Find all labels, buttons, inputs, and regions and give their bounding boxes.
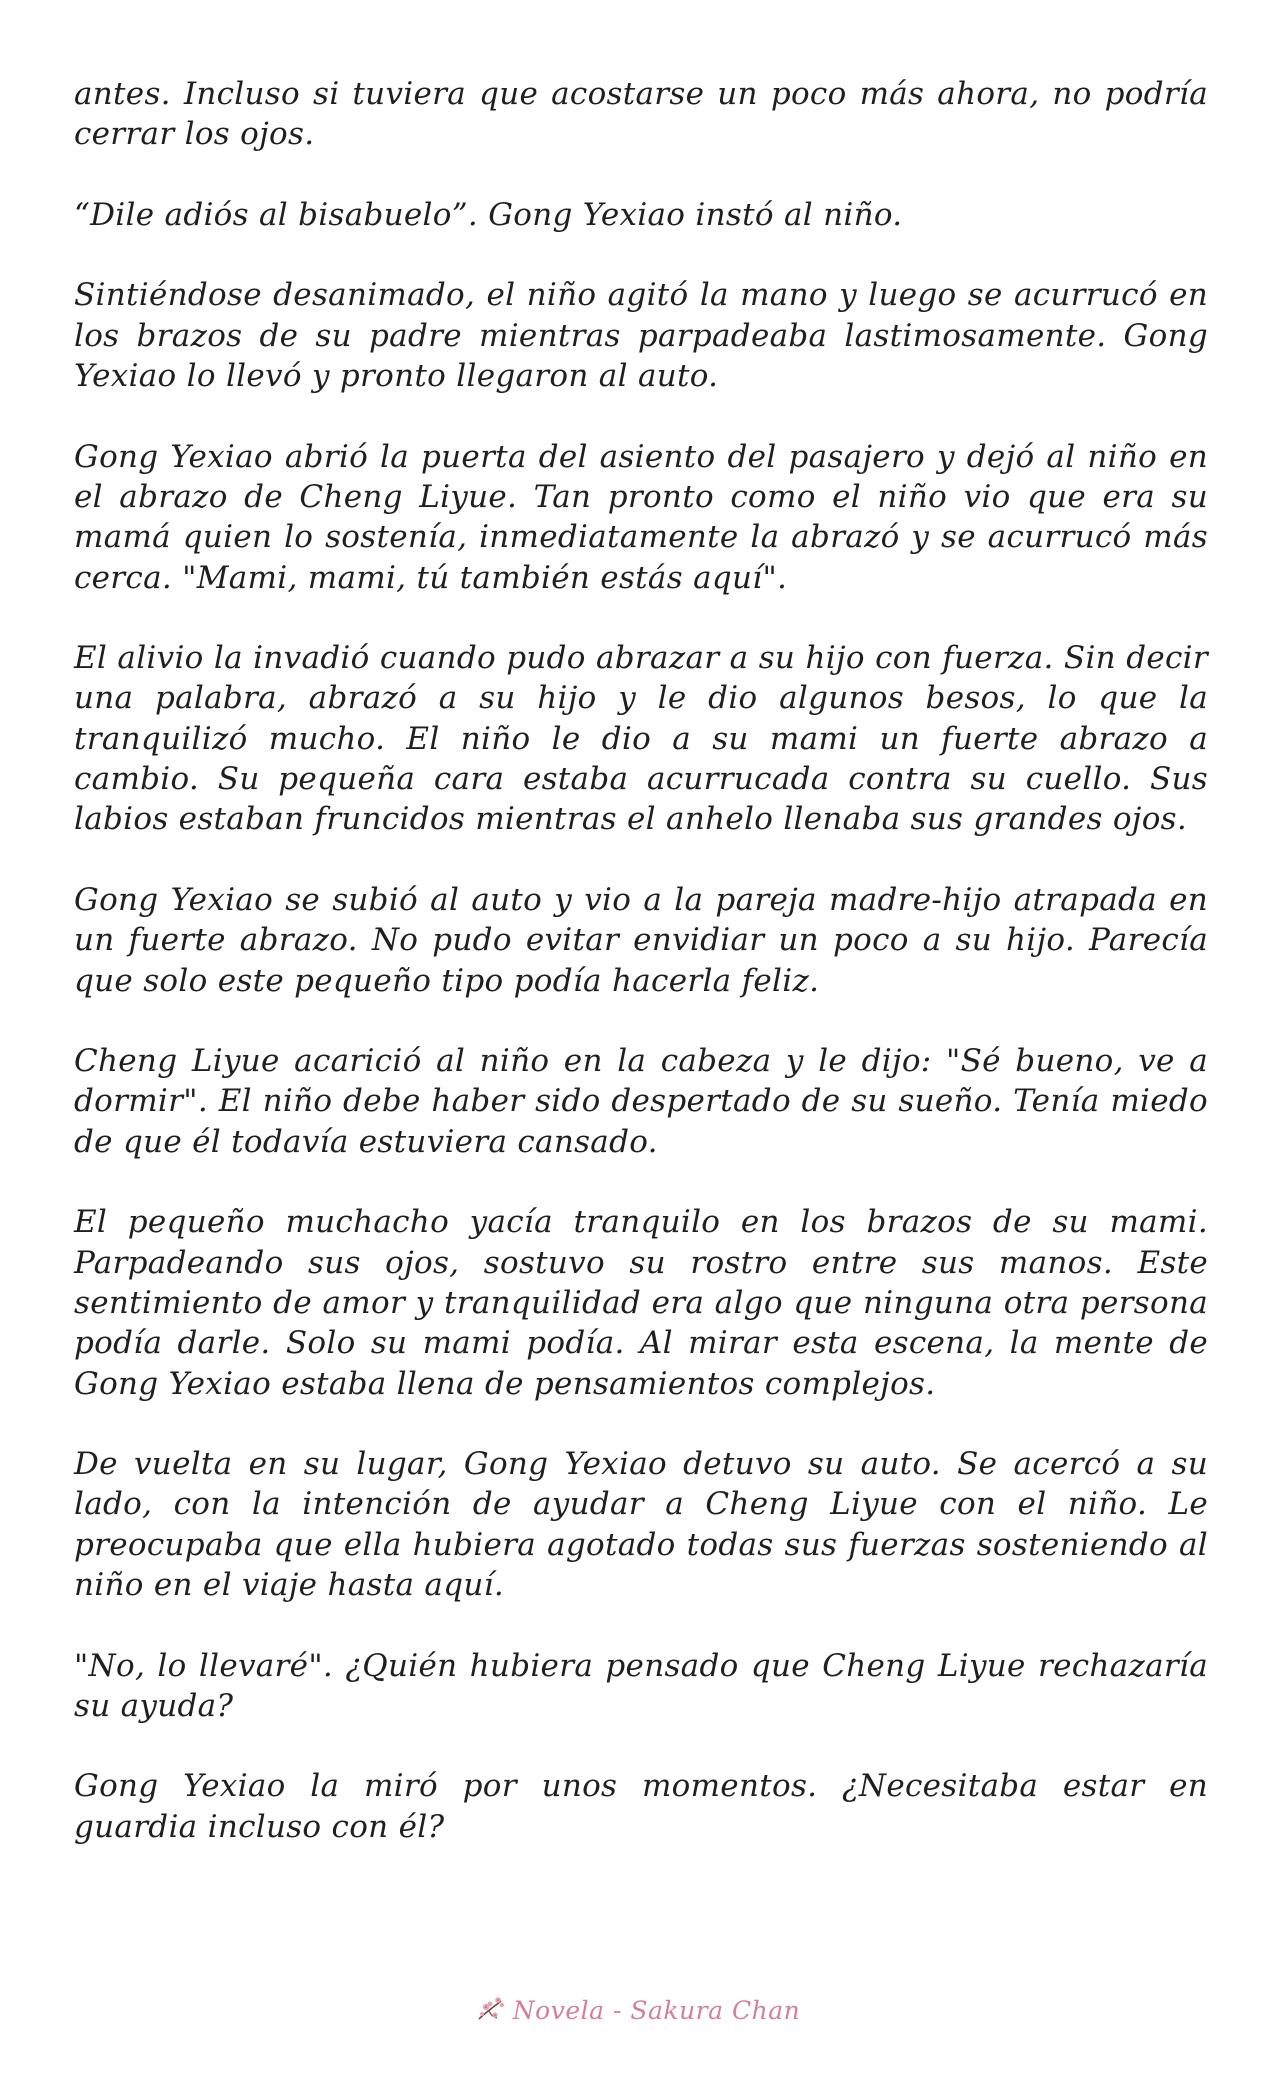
paragraph: Sintiéndose desanimado, el niño agitó la mano y luego se acurrucó en los brazos de su padre mientras parpadeaba lastimosamente. Gong Yexiao lo llevó y pronto llegaron al auto. <box>74 277 1208 395</box>
watermark-text: Novela - Sakura Chan <box>512 1995 801 2025</box>
paragraph: El pequeño muchacho yacía tranquilo en los brazos de su mami. Parpadeando sus ojos, sostuvo su rostro entre sus manos. Este sentimiento de amor y tranquilidad era algo que ninguna otra persona podía darle. Solo su mami podía. Al mirar esta escena, la mente de Gong Yexiao estaba llena de pensamientos complejos. <box>74 1204 1208 1402</box>
footer-watermark <box>0 1993 1275 2027</box>
paragraph: El alivio la invadió cuando pudo abrazar a su hijo con fuerza. Sin decir una palabra, abrazó a su hijo y le dio algunos besos, lo que la tranquilizó mucho. El niño le dio a su mami un fuerte abrazo a cambio. Su pequeña cara estaba acurrucada contra su cuello. Sus labios estaban fruncidos mientras el anhelo llenaba sus grandes ojos. <box>74 640 1208 838</box>
paragraph: Gong Yexiao la miró por unos momentos. ¿Necesitaba estar en guardia incluso con él? <box>74 1768 1208 1845</box>
paragraph: Cheng Liyue acarició al niño en la cabeza y le dijo: "Sé bueno, ve a dormir". El niño debe haber sido despertado de su sueño. Tenía miedo de que él todavía estuviera cansado. <box>74 1043 1208 1160</box>
paragraph: Gong Yexiao abrió la puerta del asiento del pasajero y dejó al niño en el abrazo de Cheng Liyue. Tan pronto como el niño vio que era su mamá quien lo sostenía, inmediatamente la abrazó y se acurrucó más cerca. "Mami, mami, tú también estás aquí". <box>74 438 1208 596</box>
paragraph: De vuelta en su lugar, Gong Yexiao detuvo su auto. Se acercó a su lado, con la intención de ayudar a Cheng Liyue con el niño. Le preocupaba que ella hubiera agotado todas sus fuerzas sosteniendo al niño en el viaje hasta aquí. <box>74 1446 1208 1603</box>
sakura-flower-icon <box>475 1993 509 2027</box>
paragraph: antes. Incluso si tuviera que acostarse un poco más ahora, no podría cerrar los ojos. <box>74 76 1208 153</box>
paragraph: Gong Yexiao se subió al auto y vio a la pareja madre-hijo atrapada en un fuerte abrazo. No pudo evitar envidiar un poco a su hijo. Parecía que solo este pequeño tipo podía hacerla feliz. <box>74 881 1208 999</box>
paragraph: "No, lo llevaré". ¿Quién hubiera pensado que Cheng Liyue rechazaría su ayuda? <box>74 1647 1208 1724</box>
paragraph: “Dile adiós al bisabuelo”. Gong Yexiao instó al niño. <box>74 196 903 233</box>
document-body <box>74 74 1208 1887</box>
